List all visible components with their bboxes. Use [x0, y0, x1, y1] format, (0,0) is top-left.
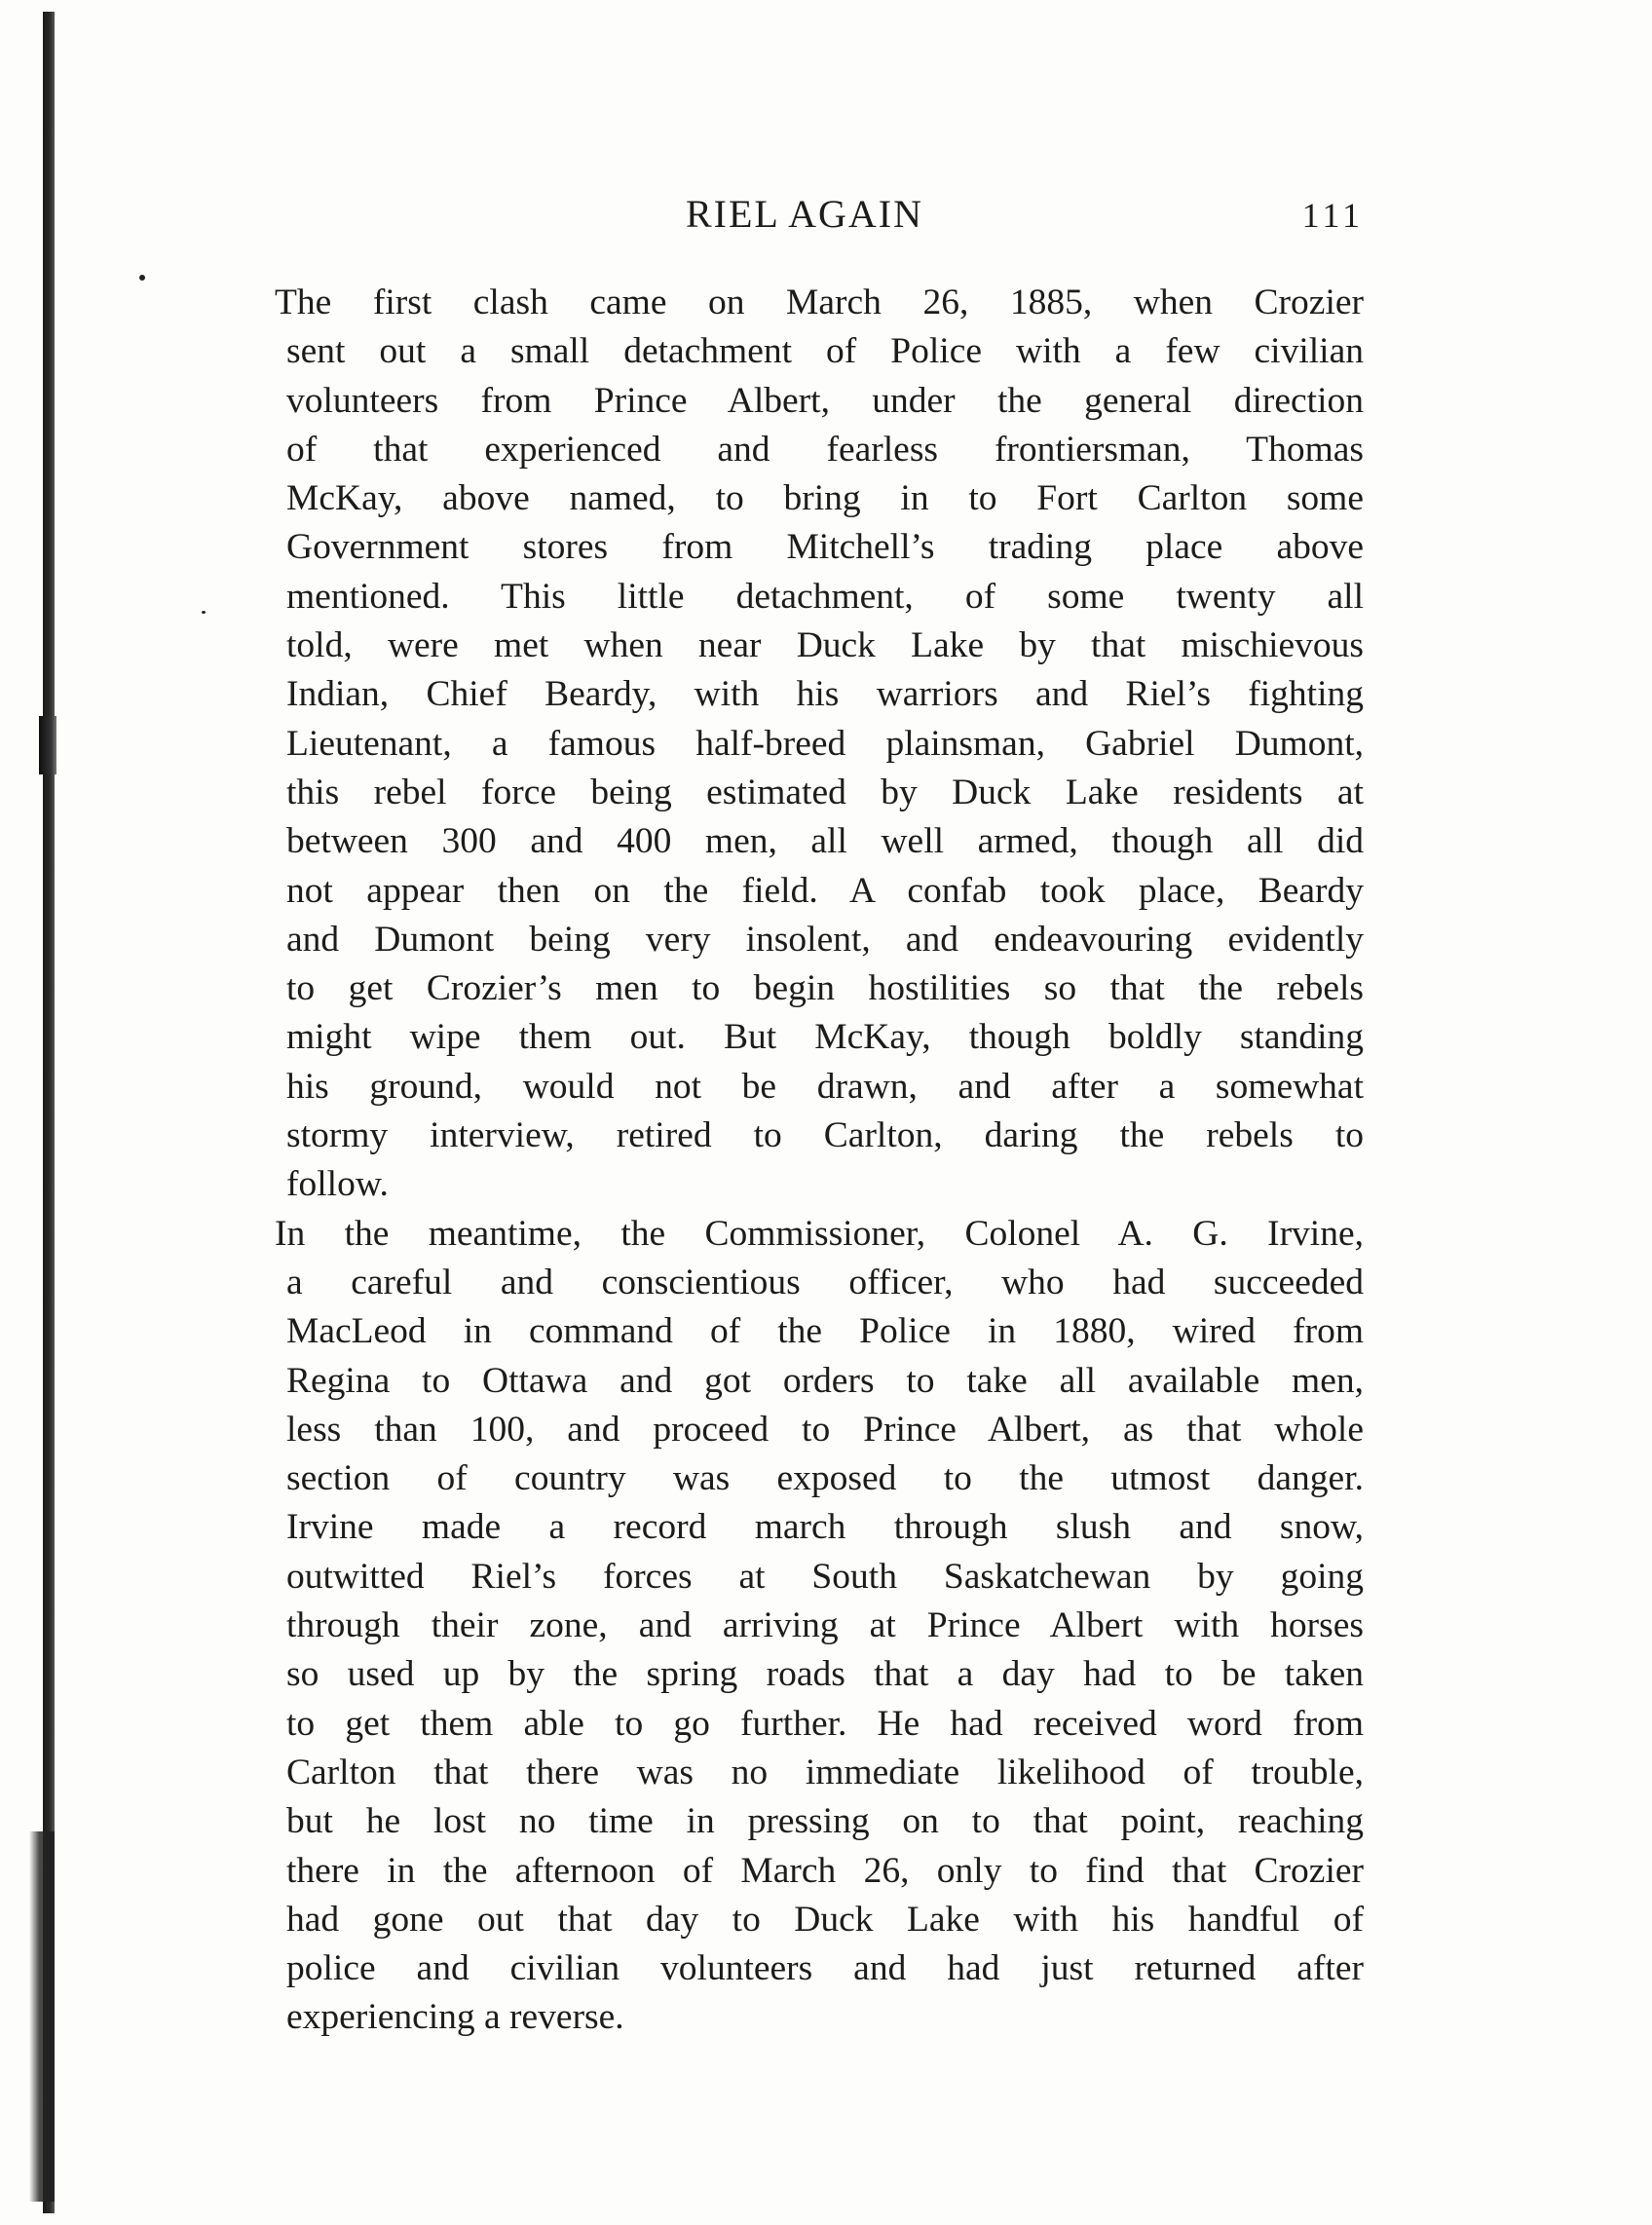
running-title: RIEL AGAIN: [685, 192, 924, 236]
text-line: so used up by the spring roads that a day had to be taken: [286, 1654, 1364, 1695]
text-line: might wipe them out. But McKay, though boldly standing: [286, 1017, 1364, 1058]
text-line: outwitted Riel’s forces at South Saskatchewan by going: [286, 1556, 1364, 1597]
text-line: police and civilian volunteers and had just returned after: [286, 1948, 1364, 1989]
text-line: not appear then on the field. A confab took place, Beardy: [286, 870, 1364, 911]
text-line: section of country was exposed to the utmost danger.: [286, 1458, 1364, 1499]
text-line: follow.: [286, 1164, 389, 1205]
text-line: volunteers from Prince Albert, under the general direction: [286, 380, 1364, 421]
body-text: [245, 279, 1364, 2043]
text-line: but he lost no time in pressing on to that point, reaching: [286, 1801, 1364, 1842]
text-line: MacLeod in command of the Police in 1880, wired from: [286, 1311, 1364, 1352]
text-line: less than 100, and proceed to Prince Albert, as that whole: [286, 1409, 1364, 1450]
text-line: to get them able to go further. He had received word from: [286, 1703, 1364, 1744]
text-line: Indian, Chief Beardy, with his warriors and Riel’s fighting: [286, 674, 1364, 715]
text-line: to get Crozier’s men to begin hostilities so that the rebels: [286, 968, 1364, 1009]
text-line: In the meantime, the Commissioner, Colonel A. G. Irvine,: [275, 1213, 1364, 1254]
text-line: of that experienced and fearless frontiersman, Thomas: [286, 429, 1364, 470]
text-line: sent out a small detachment of Police with a few civilian: [286, 331, 1364, 372]
text-line: McKay, above named, to bring in to Fort Carlton some: [286, 478, 1364, 519]
text-line: mentioned. This little detachment, of some twenty all: [286, 576, 1364, 617]
text-line: and Dumont being very insolent, and endeavouring evidently: [286, 919, 1364, 960]
text-line: The first clash came on March 26, 1885, when Crozier: [275, 283, 1364, 322]
running-head: [245, 191, 1364, 249]
paragraph: [245, 279, 1364, 1210]
text-line: Carlton that there was no immediate likelihood of trouble,: [286, 1752, 1364, 1792]
text-line: Regina to Ottawa and got orders to take all available men,: [286, 1360, 1364, 1401]
text-line: Lieutenant, a famous half-breed plainsman, Gabriel Dumont,: [286, 723, 1364, 764]
text-line: stormy interview, retired to Carlton, daring the rebels to: [286, 1115, 1364, 1156]
text-line: Irvine made a record march through slush and snow,: [286, 1507, 1364, 1548]
text-line: told, were met when near Duck Lake by that mischievous: [286, 625, 1364, 666]
text-line: his ground, would not be drawn, and after a somewhat: [286, 1066, 1364, 1107]
ink-speck: [139, 275, 145, 281]
binding-edge-smudge: [39, 716, 56, 774]
binding-fray: [29, 1831, 55, 2202]
text-line: had gone out that day to Duck Lake with his handful of: [286, 1899, 1364, 1940]
ink-speck: [202, 611, 206, 614]
text-line: Government stores from Mitchell’s trading place above: [286, 527, 1364, 568]
page-number: 111: [1301, 196, 1364, 235]
text-line: there in the afternoon of March 26, only to find that Crozier: [286, 1850, 1364, 1891]
paragraph: [245, 1210, 1364, 2043]
text-line: a careful and conscientious officer, who had succeeded: [286, 1262, 1364, 1302]
text-line: this rebel force being estimated by Duck Lake residents at: [286, 772, 1364, 812]
text-line: experiencing a reverse.: [286, 1997, 624, 2038]
text-line: between 300 and 400 men, all well armed, though all did: [286, 821, 1364, 862]
text-line: through their zone, and arriving at Prince Albert with horses: [286, 1605, 1364, 1646]
